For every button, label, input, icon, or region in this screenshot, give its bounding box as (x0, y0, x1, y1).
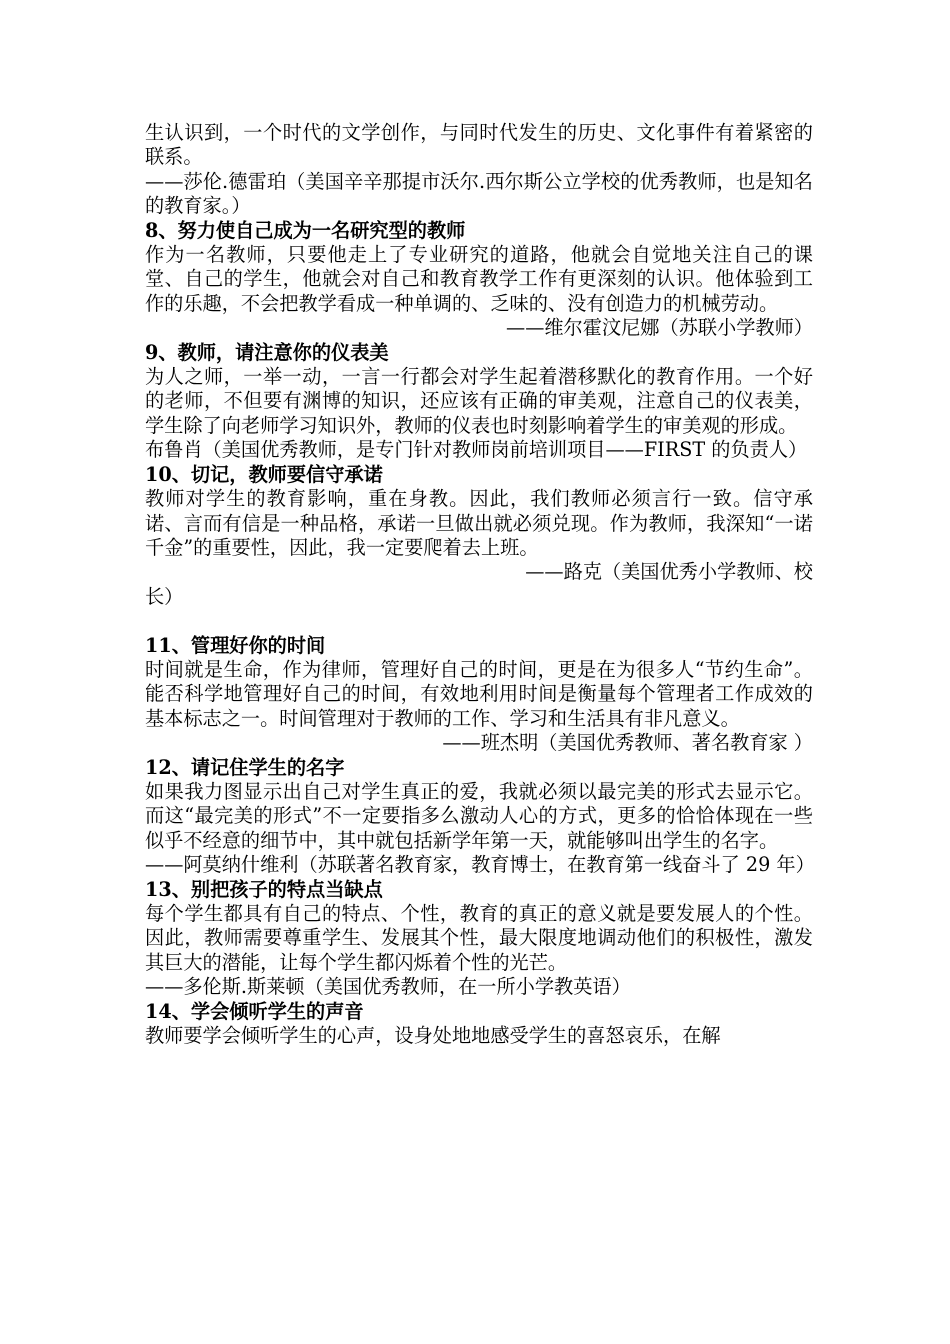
section-10-signature-line1: ——路克（美国优秀小学教师、校 (525, 560, 813, 584)
section-9-heading: 9、教师，请注意你的仪表美 (145, 340, 389, 364)
section-9-signature: 布鲁肖（美国优秀教师，是专门针对教师岗前培训项目——FIRST 的负责人） (145, 438, 808, 462)
section-8-body: 作为一名教师，只要他走上了专业研究的道路，他就会自觉地关注自己的课堂、自己的学生，他就会对自己和教育教学工作有更深刻的认识。他体验到工作的乐趣，不会把教学看成一种单调的、乏味的、没有创造力的机械劳动。 (145, 243, 813, 315)
section-11-signature: ——班杰明（美国优秀教师、著名教育家 ） (442, 731, 813, 755)
section-12-signature: ——阿莫纳什维利（苏联著名教育家，教育博士，在教育第一线奋斗了 29 年） (145, 853, 815, 877)
section-8-signature: ——维尔霍汶尼娜（苏联小学教师） (506, 316, 813, 340)
section-9-body: 为人之师，一举一动，一言一行都会对学生起着潜移默化的教育作用。一个好的老师，不但要有渊博的知识，还应该有正确的审美观，注意自己的仪表美，学生除了向老师学习知识外，教师的仪表也时刻影响着学生的审美观的形成。 (145, 365, 813, 437)
section-8-heading: 8、努力使自己成为一名研究型的教师 (145, 218, 466, 242)
intro-paragraph: 生认识到，一个时代的文学创作，与同时代发生的历史、文化事件有着紧密的联系。 (145, 121, 813, 169)
section-10-heading: 10、切记，教师要信守承诺 (145, 462, 383, 486)
section-14-heading: 14、学会倾听学生的声音 (145, 999, 364, 1023)
section-11-heading: 11、管理好你的时间 (145, 633, 326, 657)
blank-line (145, 609, 813, 633)
section-13-body: 每个学生都具有自己的特点、个性，教育的真正的意义就是要发展人的个性。因此，教师需要尊重学生、发展其个性，最大限度地调动他们的积极性，激发其巨大的潜能，让每个学生都闪烁着个性的光芒。 (145, 901, 813, 974)
section-13-heading: 13、别把孩子的特点当缺点 (145, 877, 383, 901)
section-12-heading: 12、请记住学生的名字 (145, 755, 345, 779)
document-body (145, 121, 813, 1048)
section-10-body: 教师对学生的教育影响，重在身教。因此，我们教师必须言行一致。信守承诺、言而有信是一种品格，承诺一旦做出就必须兑现。作为教师，我深知“一诺千金”的重要性，因此，我一定要爬着去上班。 (145, 487, 813, 559)
section-13-signature: ——多伦斯.斯莱顿（美国优秀教师，在一所小学教英语） (145, 975, 631, 999)
section-14-body: 教师要学会倾听学生的心声，设身处地地感受学生的喜怒哀乐，在解 (145, 1024, 721, 1048)
section-10-signature-line2: 长） (145, 584, 184, 608)
intro-signature: ——莎伦.德雷珀（美国辛辛那提市沃尔.西尔斯公立学校的优秀教师，也是知名的教育家。） (145, 169, 813, 218)
section-11-body: 时间就是生命，作为律师，管理好自己的时间，更是在为很多人“节约生命”。能否科学地管理好自己的时间，有效地利用时间是衡量每个管理者工作成效的基本标志之一。时间管理对于教师的工作、学习和生活具有非凡意义。 (145, 657, 813, 730)
section-12-body: 如果我力图显示出自己对学生真正的爱，我就必须以最完美的形式去显示它。而这“最完美的形式”不一定要指多么激动人心的方式，更多的恰恰体现在一些似乎不经意的细节中，其中就包括新学年第一天，就能够叫出学生的名字。 (145, 779, 813, 852)
